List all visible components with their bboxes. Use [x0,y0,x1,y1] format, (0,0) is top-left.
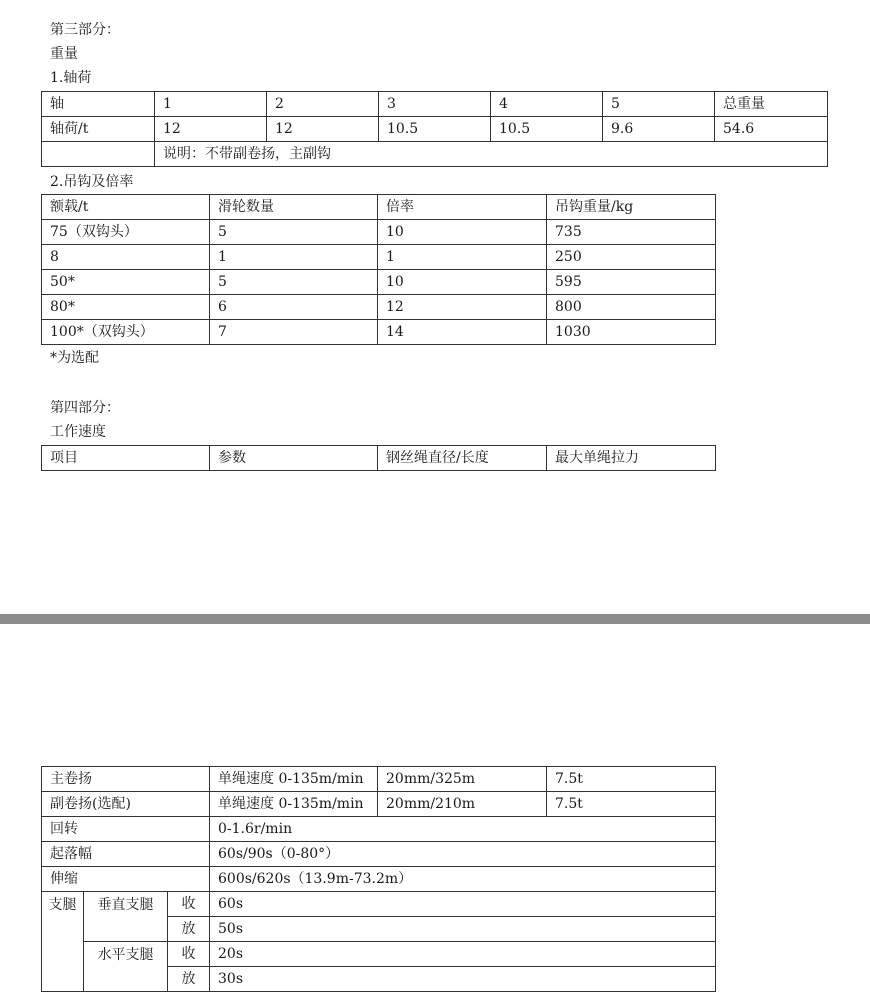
table-row [42,767,716,792]
table-row [42,446,716,471]
table-cell: 主卷扬 [42,767,210,792]
table-cell: 滑轮数量 [210,195,378,220]
table-cell: 595 [547,270,716,295]
table-cell: 倍率 [378,195,547,220]
table-cell: 50s [210,917,716,942]
table-cell: 伸缩 [42,867,210,892]
page-separator [0,614,870,624]
table-cell: 10 [378,220,547,245]
table-cell: 10.5 [379,117,491,142]
table-cell: 100*（双钩头） [42,320,210,345]
table-cell: 9.6 [603,117,715,142]
table-cell: 钢丝绳直径/长度 [378,446,547,471]
table-row [42,92,828,117]
hook-table [41,194,716,345]
table-cell: 7 [210,320,378,345]
table-cell: 收 [168,942,210,967]
table-cell: 12 [378,295,547,320]
table-row [42,817,716,842]
table-cell: 轴 [42,92,155,117]
table-row [42,942,716,967]
table-cell: 总重量 [715,92,828,117]
table-cell: 7.5t [547,792,716,817]
table-cell: 12 [267,117,379,142]
table-cell: 30s [210,967,716,992]
table-row [42,195,716,220]
table-cell: 1030 [547,320,716,345]
table-cell: 2 [267,92,379,117]
table-row [42,792,716,817]
table-cell: 50* [42,270,210,295]
table-row [42,892,716,917]
part3-subheading: 重量 [50,46,78,62]
table-cell: 0-1.6r/min [210,817,716,842]
table-cell: 最大单绳拉力 [547,446,716,471]
hook-title: 2.吊钩及倍率 [50,174,134,190]
table-cell: 轴荷/t [42,117,155,142]
table-cell: 5 [603,92,715,117]
table-cell: 80* [42,295,210,320]
table-cell: 8 [42,245,210,270]
table-cell: 1 [210,245,378,270]
speed-table [41,766,716,992]
table-cell: 副卷扬(选配) [42,792,210,817]
table-cell: 10.5 [491,117,603,142]
table-row [42,867,716,892]
table-row [42,142,828,167]
table-row [42,117,828,142]
table-cell: 60s [210,892,716,917]
document-page-2 [0,624,870,995]
table-cell: 项目 [42,446,210,471]
table-cell: 3 [379,92,491,117]
table-cell: 1 [155,92,267,117]
table-cell: 800 [547,295,716,320]
table-cell: 放 [168,917,210,942]
table-cell: 250 [547,245,716,270]
table-cell: 75（双钩头） [42,220,210,245]
table-cell: 10 [378,270,547,295]
table-row [42,220,716,245]
table-cell: 5 [210,220,378,245]
horizontal-outrigger-label: 水平支腿 [84,942,168,992]
table-cell: 1 [378,245,547,270]
vertical-outrigger-label: 垂直支腿 [84,892,168,942]
table-cell: 735 [547,220,716,245]
outrigger-label-text: 支腿 [48,897,77,913]
table-cell: 单绳速度 0-135m/min [210,792,378,817]
table-cell: 12 [155,117,267,142]
table-cell: 6 [210,295,378,320]
speed-table-header [41,445,716,471]
table-cell: 回转 [42,817,210,842]
part4-subheading: 工作速度 [50,424,106,440]
table-cell: 起落幅 [42,842,210,867]
table-cell: 收 [168,892,210,917]
table-row [42,245,716,270]
part4-heading: 第四部分： [50,400,120,416]
part3-heading: 第三部分： [50,22,120,38]
axle-note: 说明：不带副卷扬，主副钩 [155,142,828,167]
table-cell: 60s/90s（0-80°） [210,842,716,867]
table-cell: 参数 [210,446,378,471]
table-row [42,320,716,345]
table-cell: 4 [491,92,603,117]
table-cell: 额载/t [42,195,210,220]
table-cell: 单绳速度 0-135m/min [210,767,378,792]
axle-load-title: 1.轴荷 [50,70,92,86]
table-cell: 吊钩重量/kg [547,195,716,220]
table-cell: 20mm/325m [378,767,547,792]
table-cell-empty [42,142,155,167]
table-row [42,270,716,295]
table-cell: 14 [378,320,547,345]
axle-load-table [41,91,828,167]
table-cell: 600s/620s（13.9m-73.2m） [210,867,716,892]
table-cell: 54.6 [715,117,828,142]
table-cell: 20mm/210m [378,792,547,817]
table-cell: 放 [168,967,210,992]
table-cell: 20s [210,942,716,967]
table-cell: 5 [210,270,378,295]
optional-footnote: *为选配 [50,350,99,366]
table-row [42,295,716,320]
table-cell: 7.5t [547,767,716,792]
table-row [42,842,716,867]
outrigger-label [42,892,84,992]
